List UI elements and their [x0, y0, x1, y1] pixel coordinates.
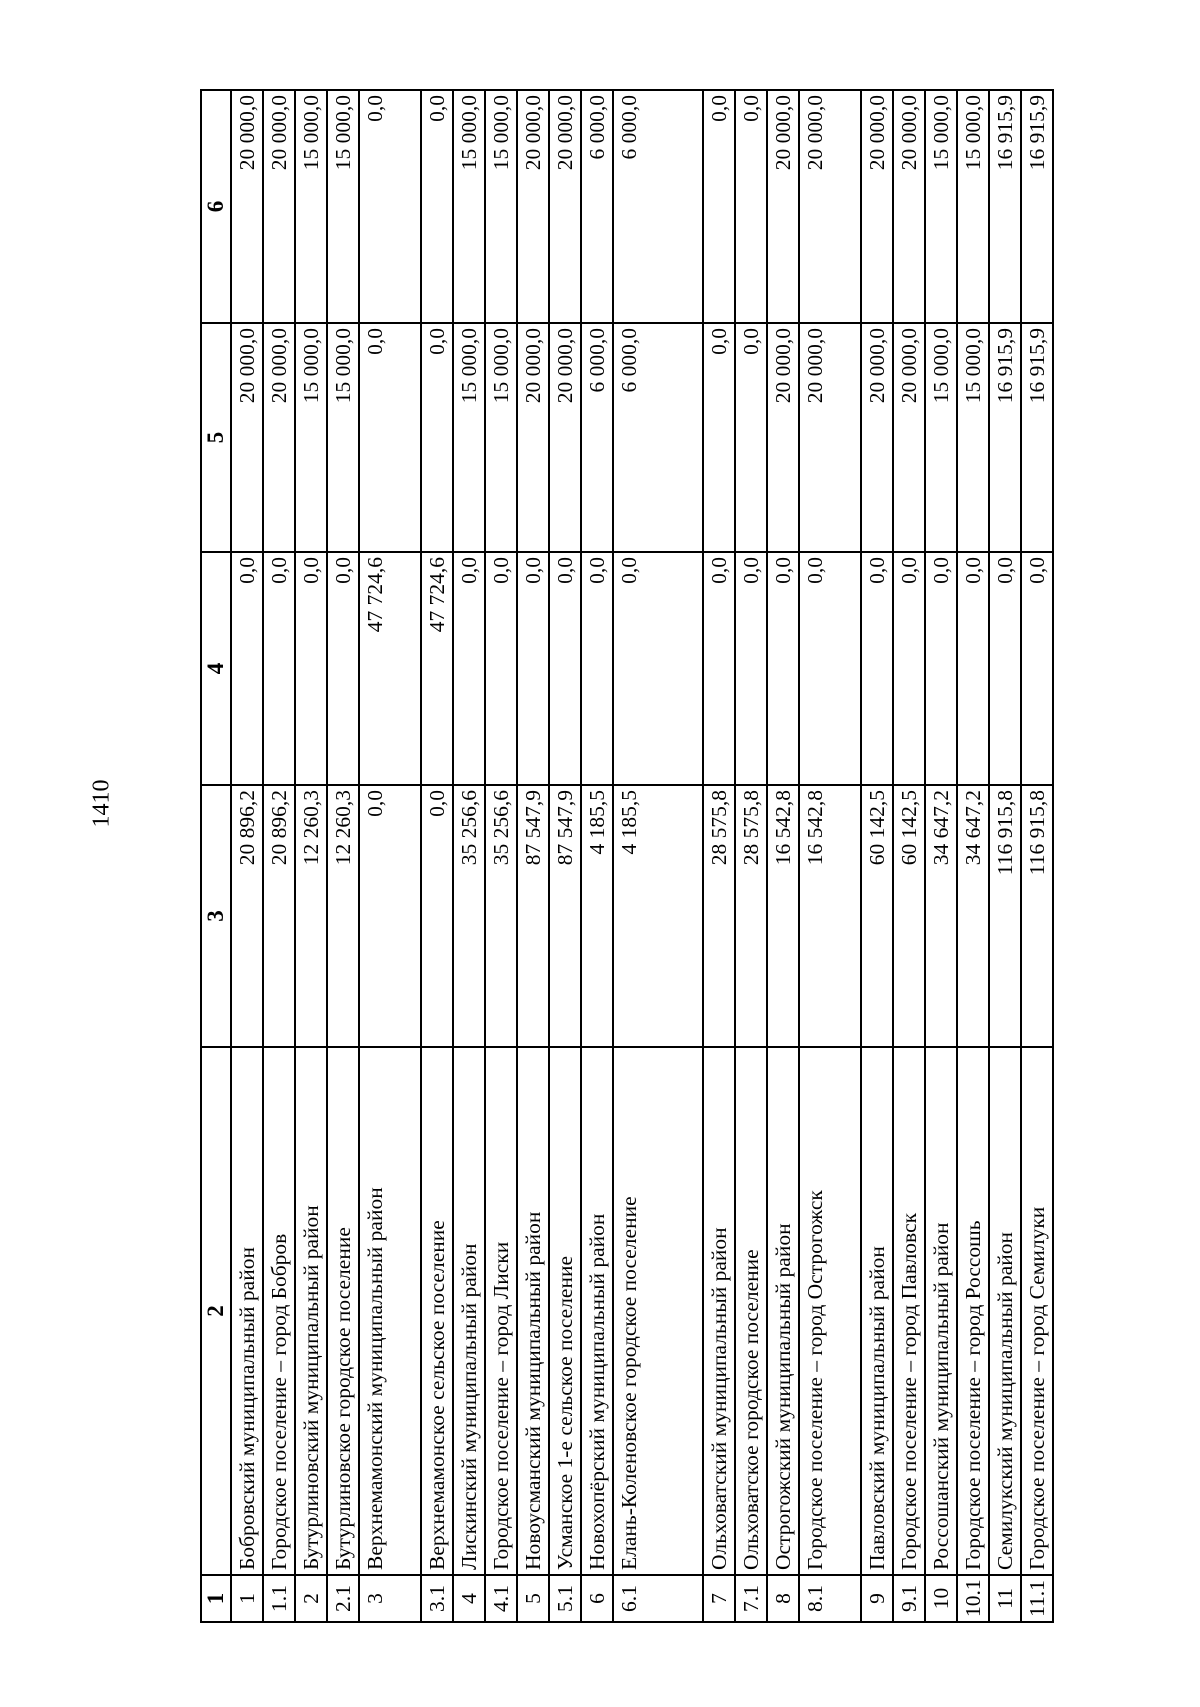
value-cell-col3: 12 260,3 [295, 785, 327, 1047]
value-cell-col4: 0,0 [893, 552, 925, 785]
table-row [295, 90, 327, 1622]
value-cell-col6: 15 000,0 [327, 90, 359, 323]
page-number: 1410 [88, 779, 115, 828]
value-cell-col6: 15 000,0 [295, 90, 327, 323]
value-cell-col4: 0,0 [485, 552, 517, 785]
row-name-cell: Ольховатское городское поселение [735, 1047, 767, 1575]
value-cell-col3: 116 915,8 [989, 785, 1021, 1047]
row-name-cell: Бутурлиновский муниципальный район [295, 1047, 327, 1575]
row-name-cell: Семилукский муниципальный район [989, 1047, 1021, 1575]
column-header: 2 [201, 1047, 231, 1575]
row-index-cell: 1.1 [263, 1575, 295, 1622]
value-cell-col5: 6 000,0 [613, 323, 703, 552]
value-cell-col5: 15 000,0 [925, 323, 957, 552]
rotated-table-container [200, 91, 1093, 1623]
value-cell-col3: 87 547,9 [517, 785, 549, 1047]
row-index-cell: 8.1 [799, 1575, 861, 1622]
table-row [703, 90, 735, 1622]
value-cell-col3: 116 915,8 [1021, 785, 1053, 1047]
value-cell-col6: 15 000,0 [485, 90, 517, 323]
value-cell-col5: 20 000,0 [263, 323, 295, 552]
row-name-cell: Павловский муниципальный район [861, 1047, 893, 1575]
value-cell-col4: 0,0 [989, 552, 1021, 785]
table-row [735, 90, 767, 1622]
value-cell-col4: 0,0 [861, 552, 893, 785]
row-index-cell: 10.1 [957, 1575, 989, 1622]
value-cell-col5: 0,0 [703, 323, 735, 552]
row-name-cell: Верхнемамонский муниципальный район [359, 1047, 421, 1575]
table-row [549, 90, 581, 1622]
value-cell-col4: 0,0 [703, 552, 735, 785]
value-cell-col3: 60 142,5 [893, 785, 925, 1047]
value-cell-col4: 0,0 [517, 552, 549, 785]
value-cell-col3: 34 647,2 [957, 785, 989, 1047]
table-body [231, 90, 1053, 1622]
table-header-row [201, 90, 231, 1622]
row-index-cell: 3 [359, 1575, 421, 1622]
row-name-cell: Городское поселение – город Семилуки [1021, 1047, 1053, 1575]
value-cell-col6: 20 000,0 [517, 90, 549, 323]
row-index-cell: 6.1 [613, 1575, 703, 1622]
table-row [359, 90, 421, 1622]
value-cell-col6: 6 000,0 [581, 90, 613, 323]
row-name-cell: Городское поселение – город Россошь [957, 1047, 989, 1575]
value-cell-col5: 20 000,0 [893, 323, 925, 552]
table-row [231, 90, 263, 1622]
table-row [517, 90, 549, 1622]
table-row [989, 90, 1021, 1622]
value-cell-col5: 15 000,0 [957, 323, 989, 552]
row-index-cell: 2.1 [327, 1575, 359, 1622]
row-name-cell: Новоусманский муниципальный район [517, 1047, 549, 1575]
value-cell-col3: 34 647,2 [925, 785, 957, 1047]
value-cell-col3: 0,0 [359, 785, 421, 1047]
value-cell-col4: 0,0 [735, 552, 767, 785]
table-row [957, 90, 989, 1622]
row-index-cell: 4.1 [485, 1575, 517, 1622]
row-index-cell: 1 [231, 1575, 263, 1622]
column-header: 5 [201, 323, 231, 552]
table-row [421, 90, 453, 1622]
value-cell-col5: 20 000,0 [799, 323, 861, 552]
row-index-cell: 4 [453, 1575, 485, 1622]
value-cell-col6: 15 000,0 [453, 90, 485, 323]
value-cell-col4: 0,0 [231, 552, 263, 785]
value-cell-col4: 0,0 [925, 552, 957, 785]
value-cell-col4: 47 724,6 [359, 552, 421, 785]
value-cell-col5: 0,0 [421, 323, 453, 552]
value-cell-col4: 0,0 [613, 552, 703, 785]
row-name-cell: Городское поселение – город Павловск [893, 1047, 925, 1575]
value-cell-col3: 0,0 [421, 785, 453, 1047]
column-header: 4 [201, 552, 231, 785]
row-name-cell: Острогожский муниципальный район [767, 1047, 799, 1575]
row-name-cell: Елань-Коленовское городское поселение [613, 1047, 703, 1575]
row-index-cell: 2 [295, 1575, 327, 1622]
value-cell-col6: 20 000,0 [767, 90, 799, 323]
value-cell-col6: 20 000,0 [263, 90, 295, 323]
row-name-cell: Ольховатский муниципальный район [703, 1047, 735, 1575]
table-row [1021, 90, 1053, 1622]
row-index-cell: 11.1 [1021, 1575, 1053, 1622]
value-cell-col6: 20 000,0 [799, 90, 861, 323]
value-cell-col5: 6 000,0 [581, 323, 613, 552]
value-cell-col3: 20 896,2 [231, 785, 263, 1047]
value-cell-col6: 20 000,0 [231, 90, 263, 323]
value-cell-col4: 0,0 [767, 552, 799, 785]
column-header: 6 [201, 90, 231, 323]
value-cell-col4: 0,0 [957, 552, 989, 785]
value-cell-col3: 87 547,9 [549, 785, 581, 1047]
value-cell-col5: 15 000,0 [295, 323, 327, 552]
value-cell-col5: 20 000,0 [767, 323, 799, 552]
value-cell-col5: 15 000,0 [453, 323, 485, 552]
value-cell-col3: 4 185,5 [613, 785, 703, 1047]
row-index-cell: 5.1 [549, 1575, 581, 1622]
table-row [767, 90, 799, 1622]
table-row [925, 90, 957, 1622]
value-cell-col6: 16 915,9 [1021, 90, 1053, 323]
value-cell-col5: 15 000,0 [485, 323, 517, 552]
table-row [453, 90, 485, 1622]
row-name-cell: Городское поселение – город Острогожск [799, 1047, 861, 1575]
row-name-cell: Городское поселение – город Лиски [485, 1047, 517, 1575]
value-cell-col6: 20 000,0 [893, 90, 925, 323]
data-table [200, 89, 1054, 1623]
table-row [861, 90, 893, 1622]
value-cell-col6: 6 000,0 [613, 90, 703, 323]
table-row [485, 90, 517, 1622]
value-cell-col5: 16 915,9 [989, 323, 1021, 552]
value-cell-col4: 47 724,6 [421, 552, 453, 785]
table-row [613, 90, 703, 1622]
value-cell-col3: 20 896,2 [263, 785, 295, 1047]
value-cell-col3: 4 185,5 [581, 785, 613, 1047]
value-cell-col6: 0,0 [703, 90, 735, 323]
value-cell-col3: 28 575,8 [703, 785, 735, 1047]
value-cell-col6: 0,0 [421, 90, 453, 323]
value-cell-col5: 20 000,0 [549, 323, 581, 552]
row-index-cell: 6 [581, 1575, 613, 1622]
value-cell-col4: 0,0 [263, 552, 295, 785]
value-cell-col3: 16 542,8 [767, 785, 799, 1047]
table-row [893, 90, 925, 1622]
value-cell-col4: 0,0 [453, 552, 485, 785]
row-name-cell: Усманское 1-е сельское поселение [549, 1047, 581, 1575]
value-cell-col5: 0,0 [735, 323, 767, 552]
row-index-cell: 9 [861, 1575, 893, 1622]
value-cell-col4: 0,0 [549, 552, 581, 785]
row-name-cell: Верхнемамонское сельское поселение [421, 1047, 453, 1575]
row-index-cell: 8 [767, 1575, 799, 1622]
column-header: 1 [201, 1575, 231, 1622]
value-cell-col4: 0,0 [1021, 552, 1053, 785]
row-name-cell: Бобровский муниципальный район [231, 1047, 263, 1575]
row-index-cell: 11 [989, 1575, 1021, 1622]
row-name-cell: Бутурлиновское городское поселение [327, 1047, 359, 1575]
value-cell-col4: 0,0 [799, 552, 861, 785]
value-cell-col5: 16 915,9 [1021, 323, 1053, 552]
row-name-cell: Новохопёрский муниципальный район [581, 1047, 613, 1575]
value-cell-col3: 60 142,5 [861, 785, 893, 1047]
row-name-cell: Городское поселение – город Бобров [263, 1047, 295, 1575]
row-index-cell: 7.1 [735, 1575, 767, 1622]
value-cell-col5: 20 000,0 [861, 323, 893, 552]
row-index-cell: 3.1 [421, 1575, 453, 1622]
value-cell-col3: 35 256,6 [453, 785, 485, 1047]
row-index-cell: 7 [703, 1575, 735, 1622]
table-row [327, 90, 359, 1622]
row-index-cell: 9.1 [893, 1575, 925, 1622]
column-header: 3 [201, 785, 231, 1047]
value-cell-col5: 15 000,0 [327, 323, 359, 552]
value-cell-col5: 20 000,0 [517, 323, 549, 552]
value-cell-col4: 0,0 [295, 552, 327, 785]
value-cell-col6: 20 000,0 [861, 90, 893, 323]
value-cell-col6: 0,0 [359, 90, 421, 323]
value-cell-col6: 15 000,0 [925, 90, 957, 323]
row-index-cell: 5 [517, 1575, 549, 1622]
value-cell-col4: 0,0 [581, 552, 613, 785]
value-cell-col3: 12 260,3 [327, 785, 359, 1047]
row-name-cell: Лискинский муниципальный район [453, 1047, 485, 1575]
table-row [799, 90, 861, 1622]
value-cell-col4: 0,0 [327, 552, 359, 785]
value-cell-col3: 16 542,8 [799, 785, 861, 1047]
table-row [581, 90, 613, 1622]
value-cell-col5: 20 000,0 [231, 323, 263, 552]
value-cell-col6: 0,0 [735, 90, 767, 323]
row-index-cell: 10 [925, 1575, 957, 1622]
value-cell-col6: 20 000,0 [549, 90, 581, 323]
value-cell-col6: 15 000,0 [957, 90, 989, 323]
value-cell-col3: 35 256,6 [485, 785, 517, 1047]
table-row [263, 90, 295, 1622]
value-cell-col6: 16 915,9 [989, 90, 1021, 323]
value-cell-col3: 28 575,8 [735, 785, 767, 1047]
value-cell-col5: 0,0 [359, 323, 421, 552]
row-name-cell: Россошанский муниципальный район [925, 1047, 957, 1575]
